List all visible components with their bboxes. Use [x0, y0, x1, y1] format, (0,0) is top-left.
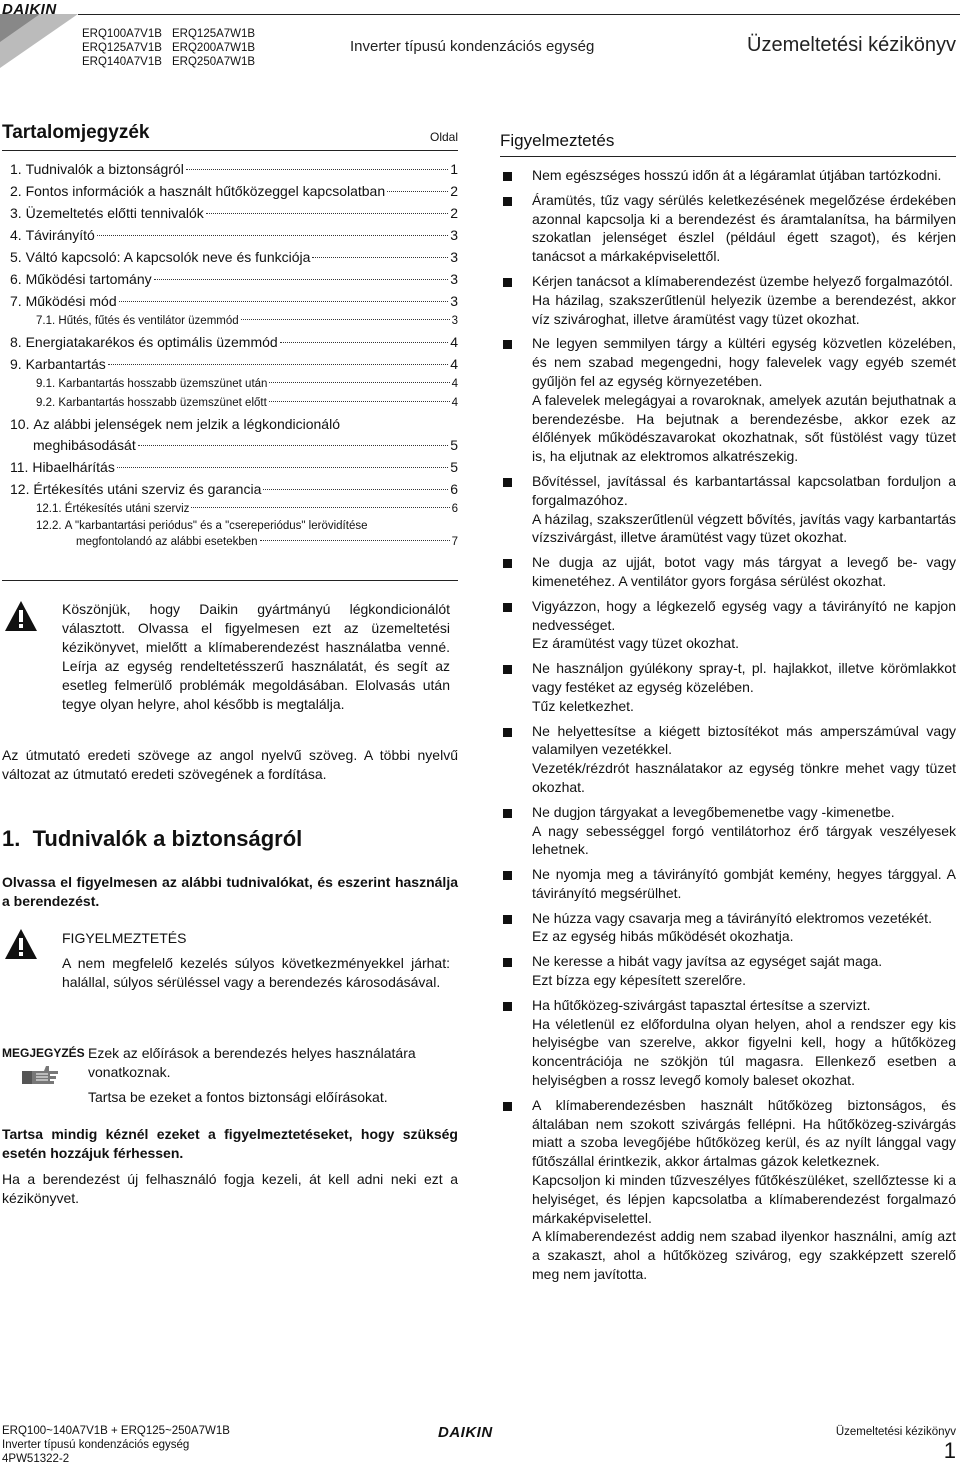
bullet-paragraph: Ha hűtőközeg-szivárgást tapasztal értesítse a szervizt. — [532, 996, 871, 1013]
bullet-paragraph: Ne dugja az ujját, botot vagy más tárgyat a levegő be- vagy kimenetéhez. A ventilátor gyors forgása sérülést okozhat. — [532, 554, 956, 589]
toc-subentry[interactable]: 9.2. Karbantartás hosszabb üzemszünet előtt 4 — [36, 397, 458, 409]
bullet-paragraph: Ne dugjon tárgyakat a levegőbemenetbe vagy -kimenetbe. — [532, 803, 895, 820]
toc-entry[interactable]: 4. Távirányító 3 — [10, 227, 458, 243]
warning-bullet — [500, 952, 956, 990]
toc-entry[interactable]: 10. Az alábbi jelenségek nem jelzik a légkondicionáló meghibásodását 5 — [10, 416, 458, 453]
section-lead: Olvassa el figyelmesen az alábbi tudnivalókat, és eszerint használja a berendezést. — [2, 874, 458, 909]
bullet-square-icon — [503, 958, 512, 967]
model-code: ERQ125A7W1B — [172, 28, 256, 40]
warning-bullet — [500, 865, 956, 903]
warning-bullet-list — [500, 166, 956, 1290]
warning-bullet — [500, 553, 956, 591]
bullet-paragraph: Ez áramütést vagy tüzet okozhat. — [532, 635, 739, 652]
bullet-paragraph: Nem egészséges hosszú időn át a légáramlat útjában tartózkodni. — [532, 167, 942, 183]
warning-bullet — [500, 1096, 956, 1284]
toc-entry[interactable]: 12. Értékesítés utáni szerviz és garancia 6 — [10, 481, 458, 497]
bullet-paragraph: Ez az egység hibás működését okozhatja. — [532, 928, 794, 945]
toc-subentry[interactable]: 12.1. Értékesítés utáni szerviz 6 — [36, 503, 458, 515]
warning-title: FIGYELMEZTETÉS — [62, 930, 187, 946]
bullet-square-icon — [503, 871, 512, 880]
toc-entry[interactable]: 7. Működési mód 3 — [10, 293, 458, 309]
toc-entry[interactable]: 3. Üzemeltetés előtti tennivalók 2 — [10, 205, 458, 221]
toc-header — [2, 122, 458, 144]
model-column-2 — [172, 27, 272, 69]
model-code: ERQ200A7W1B — [172, 42, 256, 54]
bullet-paragraph: Ne legyen semmilyen tárgy a kültéri egység közvetlen közelében, és nem szabad megengedni, hogy falevelek vagy egyéb szemét gyűljön fel az egység környezetében. — [532, 335, 956, 389]
warning-bullet — [500, 472, 956, 547]
toc-subentry[interactable]: 9.1. Karbantartás hosszabb üzemszünet után 4 — [36, 378, 458, 390]
bullet-square-icon — [503, 665, 512, 674]
bullet-paragraph: Kapcsoljon ki minden tűzveszélyes fűtőkészüléket, szellőztesse ki a helyiséget, és lépjen kapcsolatba a klímaberendezést forgalmazó márkaképviselettel. — [532, 1172, 956, 1226]
bullet-paragraph: Tűz keletkezhet. — [532, 697, 634, 714]
bullet-paragraph: Ha véletlenül ez előfordulna olyan helyen, ahol a rendszer egy kis helyiségbe van szerelve, akkor figyelni kell, hogy a hűtőközeg koncentrációja ne szökjön túl magasra. Ellenkező esetben a helyiségben a rossz levegő komoly baleset okozhat. — [532, 1015, 956, 1089]
translation-note: Az útmutató eredeti szövege az angol nyelvű szöveg. A többi nyelvű változat az útmutató eredeti szövegének a fordítása. — [2, 747, 458, 782]
table-of-contents — [10, 158, 458, 550]
bullet-paragraph: A nagy sebességgel forgó ventilátorhoz érő tárgyak veszélyesek lehetnek. — [532, 822, 956, 858]
toc-page-label: Oldal — [429, 130, 458, 144]
bullet-paragraph: Ne helyettesítse a kiégett biztosítékot más amperszámúval vagy valamilyen vezetékkel. — [532, 722, 956, 758]
footer-doc-number: 4PW51322-2 — [2, 1453, 70, 1465]
header-subtitle: Inverter típusú kondenzációs egység — [350, 38, 595, 55]
thanks-paragraph: Köszönjük, hogy Daikin gyártmányú légkondicionálót választott. Olvassa el figyelmesen ezt az üzemeltetési kézikönyvet, mielőtt a klímaberendezést használatba venné. Leírja az egység rendeltetésszerű használatát, és segít az esetleg felmerülő problémák megoldásában. Elolvasás után tegye olyan helyre, ahol később is megtalálja. — [62, 601, 450, 712]
warning-bullet — [500, 803, 956, 859]
warnings-heading: Figyelmeztetés — [500, 131, 615, 150]
bullet-square-icon — [503, 915, 512, 924]
model-column-1 — [82, 27, 182, 69]
bullet-paragraph: Kérjen tanácsot a klímaberendezést üzembe helyező forgalmazótól. — [532, 272, 954, 289]
toc-entry[interactable]: 11. Hibaelhárítás 5 — [10, 459, 458, 475]
new-user-text: Ha a berendezést új felhasználó fogja kezeli, át kell adni neki ezt a kézikönyvet. — [2, 1171, 458, 1206]
note-label: MEGJEGYZÉS — [2, 1046, 85, 1060]
warning-triangle-icon — [4, 600, 38, 632]
model-code: ERQ125A7V1B — [82, 42, 162, 54]
bullet-square-icon — [503, 1102, 512, 1111]
warning-bullet — [500, 597, 956, 653]
bullet-paragraph: A házilag, szakszerűtlenül végzett bővítés, javítás vagy karbantartás vízszivárgást, illetve áramütést vagy tüzet okozhat. — [532, 510, 956, 546]
bullet-paragraph: Ne nyomja meg a távirányító gombját kemény, hegyes tárggyal. A távirányító megsérülhet. — [532, 866, 956, 901]
bullet-square-icon — [503, 340, 512, 349]
warnings-rule — [500, 156, 956, 157]
bullet-paragraph: A klímaberendezést addig nem szabad ilyenkor használni, amíg azt a szakaszt, ahol a hűtőközeg szivárog, egy szakképzett szerelő meg nem javította. — [532, 1228, 956, 1283]
footer-models: ERQ100~140A7V1B + ERQ125~250A7W1B — [2, 1425, 230, 1437]
bullet-paragraph: A klímaberendezésben használt hűtőközeg biztonságos, és általában nem szokott szivárgás fellépni. Ha hűtőközeg-szivárgás miatt a szoba levegőjébe hűtőközeg kerül, és az nyílt lánggal vagy fűtőszállal érintkezik, akkor ártalmas gázok keletkeznek. — [532, 1096, 956, 1170]
bullet-paragraph: Bővítéssel, javítással és karbantartással kapcsolatban forduljon a forgalmazóhoz. — [532, 472, 956, 508]
keep-at-hand-text: Tartsa mindig kéznél ezeket a figyelmeztetéseket, hogy szükség esetén hozzájuk férhessen. — [2, 1126, 458, 1161]
warning-bullet — [500, 996, 956, 1090]
bullet-paragraph: Vezeték/rézdrót használatakor az egység tönkre mehet vagy tüzet okozhat. — [532, 760, 956, 795]
footer-product: Inverter típusú kondenzációs egység — [2, 1439, 190, 1451]
toc-entry[interactable]: 8. Energiatakarékos és optimális üzemmód 4 — [10, 334, 458, 350]
model-code: ERQ250A7W1B — [172, 56, 256, 68]
note-text-2: Tartsa be ezeket a fontos biztonsági előírásokat. — [88, 1089, 388, 1105]
warning-bullet — [500, 272, 956, 328]
header-title: Üzemeltetési kézikönyv — [747, 34, 956, 56]
toc-title: Tartalomjegyzék — [2, 122, 150, 143]
header-logo-block — [0, 0, 78, 68]
footer-daikin-logo: DAIKIN — [438, 1424, 493, 1441]
bullet-square-icon — [503, 1002, 512, 1011]
footer-doc-title: Üzemeltetési kézikönyv — [835, 1426, 956, 1438]
warning-triangle-icon — [4, 928, 38, 960]
warning-bullet — [500, 909, 956, 947]
pointing-hand-icon — [22, 1062, 60, 1086]
bullet-paragraph: Ne húzza vagy csavarja meg a távirányító elektromos vezetékét. — [532, 909, 932, 926]
note-text-1: Ezek az előírások a berendezés helyes használatára vonatkoznak. — [88, 1045, 416, 1080]
bullet-paragraph: Vigyázzon, hogy a légkezelő egység vagy a távirányító ne kapjon nedvességet. — [532, 597, 956, 633]
bullet-square-icon — [503, 197, 512, 206]
bullet-square-icon — [503, 478, 512, 487]
toc-rule — [2, 150, 458, 151]
model-code: ERQ100A7V1B — [82, 28, 162, 40]
warning-bullet — [500, 191, 956, 266]
warning-bullet — [500, 722, 956, 797]
bullet-paragraph: Ezt bízza egy képesített szerelőre. — [532, 972, 746, 989]
model-code: ERQ140A7V1B — [82, 56, 162, 68]
daikin-logo: DAIKIN — [2, 1, 57, 18]
warning-text: A nem megfelelő kezelés súlyos következményekkel járhat: halállal, súlyos sérüléssel vagy a berendezés károsodásával. — [62, 955, 450, 990]
header-rule — [78, 14, 960, 15]
toc-entry[interactable]: 2. Fontos információk a használt hűtőközeggel kapcsolatban 2 — [10, 183, 458, 199]
bullet-paragraph: Ne keresse a hibát vagy javítsa az egységet saját maga. — [532, 953, 883, 970]
bullet-square-icon — [503, 172, 512, 181]
toc-subentry[interactable]: 7.1. Hűtés, fűtés és ventilátor üzemmód 3 — [36, 315, 458, 327]
bullet-square-icon — [503, 278, 512, 287]
bullet-square-icon — [503, 559, 512, 568]
toc-entry[interactable]: 6. Működési tartomány 3 — [10, 271, 458, 287]
warning-bullet — [500, 166, 956, 185]
footer-info — [2, 1424, 230, 1466]
bullet-square-icon — [503, 603, 512, 612]
warning-bullet — [500, 334, 956, 466]
toc-subentry[interactable]: 12.2. A "karbantartási periódus" és a "csereperiódus" lerövidítése megfontolandó az alábbi esetekben 7 — [36, 520, 458, 548]
warning-bullet — [500, 659, 956, 715]
bullet-paragraph: Áramütés, tűz vagy sérülés keletkezésének megelőzése érdekében azonnal kapcsolja ki a berendezést és áramtalanítsa, ha bármilyen szokatlan jelenséget észlel (például égett szagot), és kérjen tanácsot a márkaképviselettől. — [532, 191, 956, 265]
bullet-paragraph: A falevelek melegágyai a rovaroknak, amelyek azután bejuthatnak a berendezésbe. Ha bejutnak a berendezésbe, akkor ezek az élőlények működészavarokat okozhatnak, sőt füstölést vagy tüzet is, ha eljutnak az elektromos alkatrészekig. — [532, 391, 956, 465]
toc-entry[interactable]: 9. Karbantartás 4 — [10, 356, 458, 372]
page-header — [0, 0, 960, 76]
toc-entry[interactable]: 5. Váltó kapcsoló: A kapcsolók neve és funkciója 3 — [10, 249, 458, 265]
bullet-square-icon — [503, 728, 512, 737]
bullet-paragraph: Ne használjon gyúlékony spray-t, pl. hajlakkot, illetve körömlakkot vagy festéket az egység közelében. — [532, 660, 956, 695]
bullet-square-icon — [503, 809, 512, 818]
page-number: 1 — [943, 1438, 956, 1463]
toc-entry[interactable]: 1. Tudnivalók a biztonságról 1 — [10, 161, 458, 177]
section-heading: 1. Tudnivalók a biztonságról — [2, 826, 303, 851]
toc-end-rule — [2, 580, 458, 581]
bullet-paragraph: Ha házilag, szakszerűtlenül helyezik üzembe a berendezést, akkor víz szivároghat, illetve áramütést vagy tüzet okozhat. — [532, 291, 956, 327]
